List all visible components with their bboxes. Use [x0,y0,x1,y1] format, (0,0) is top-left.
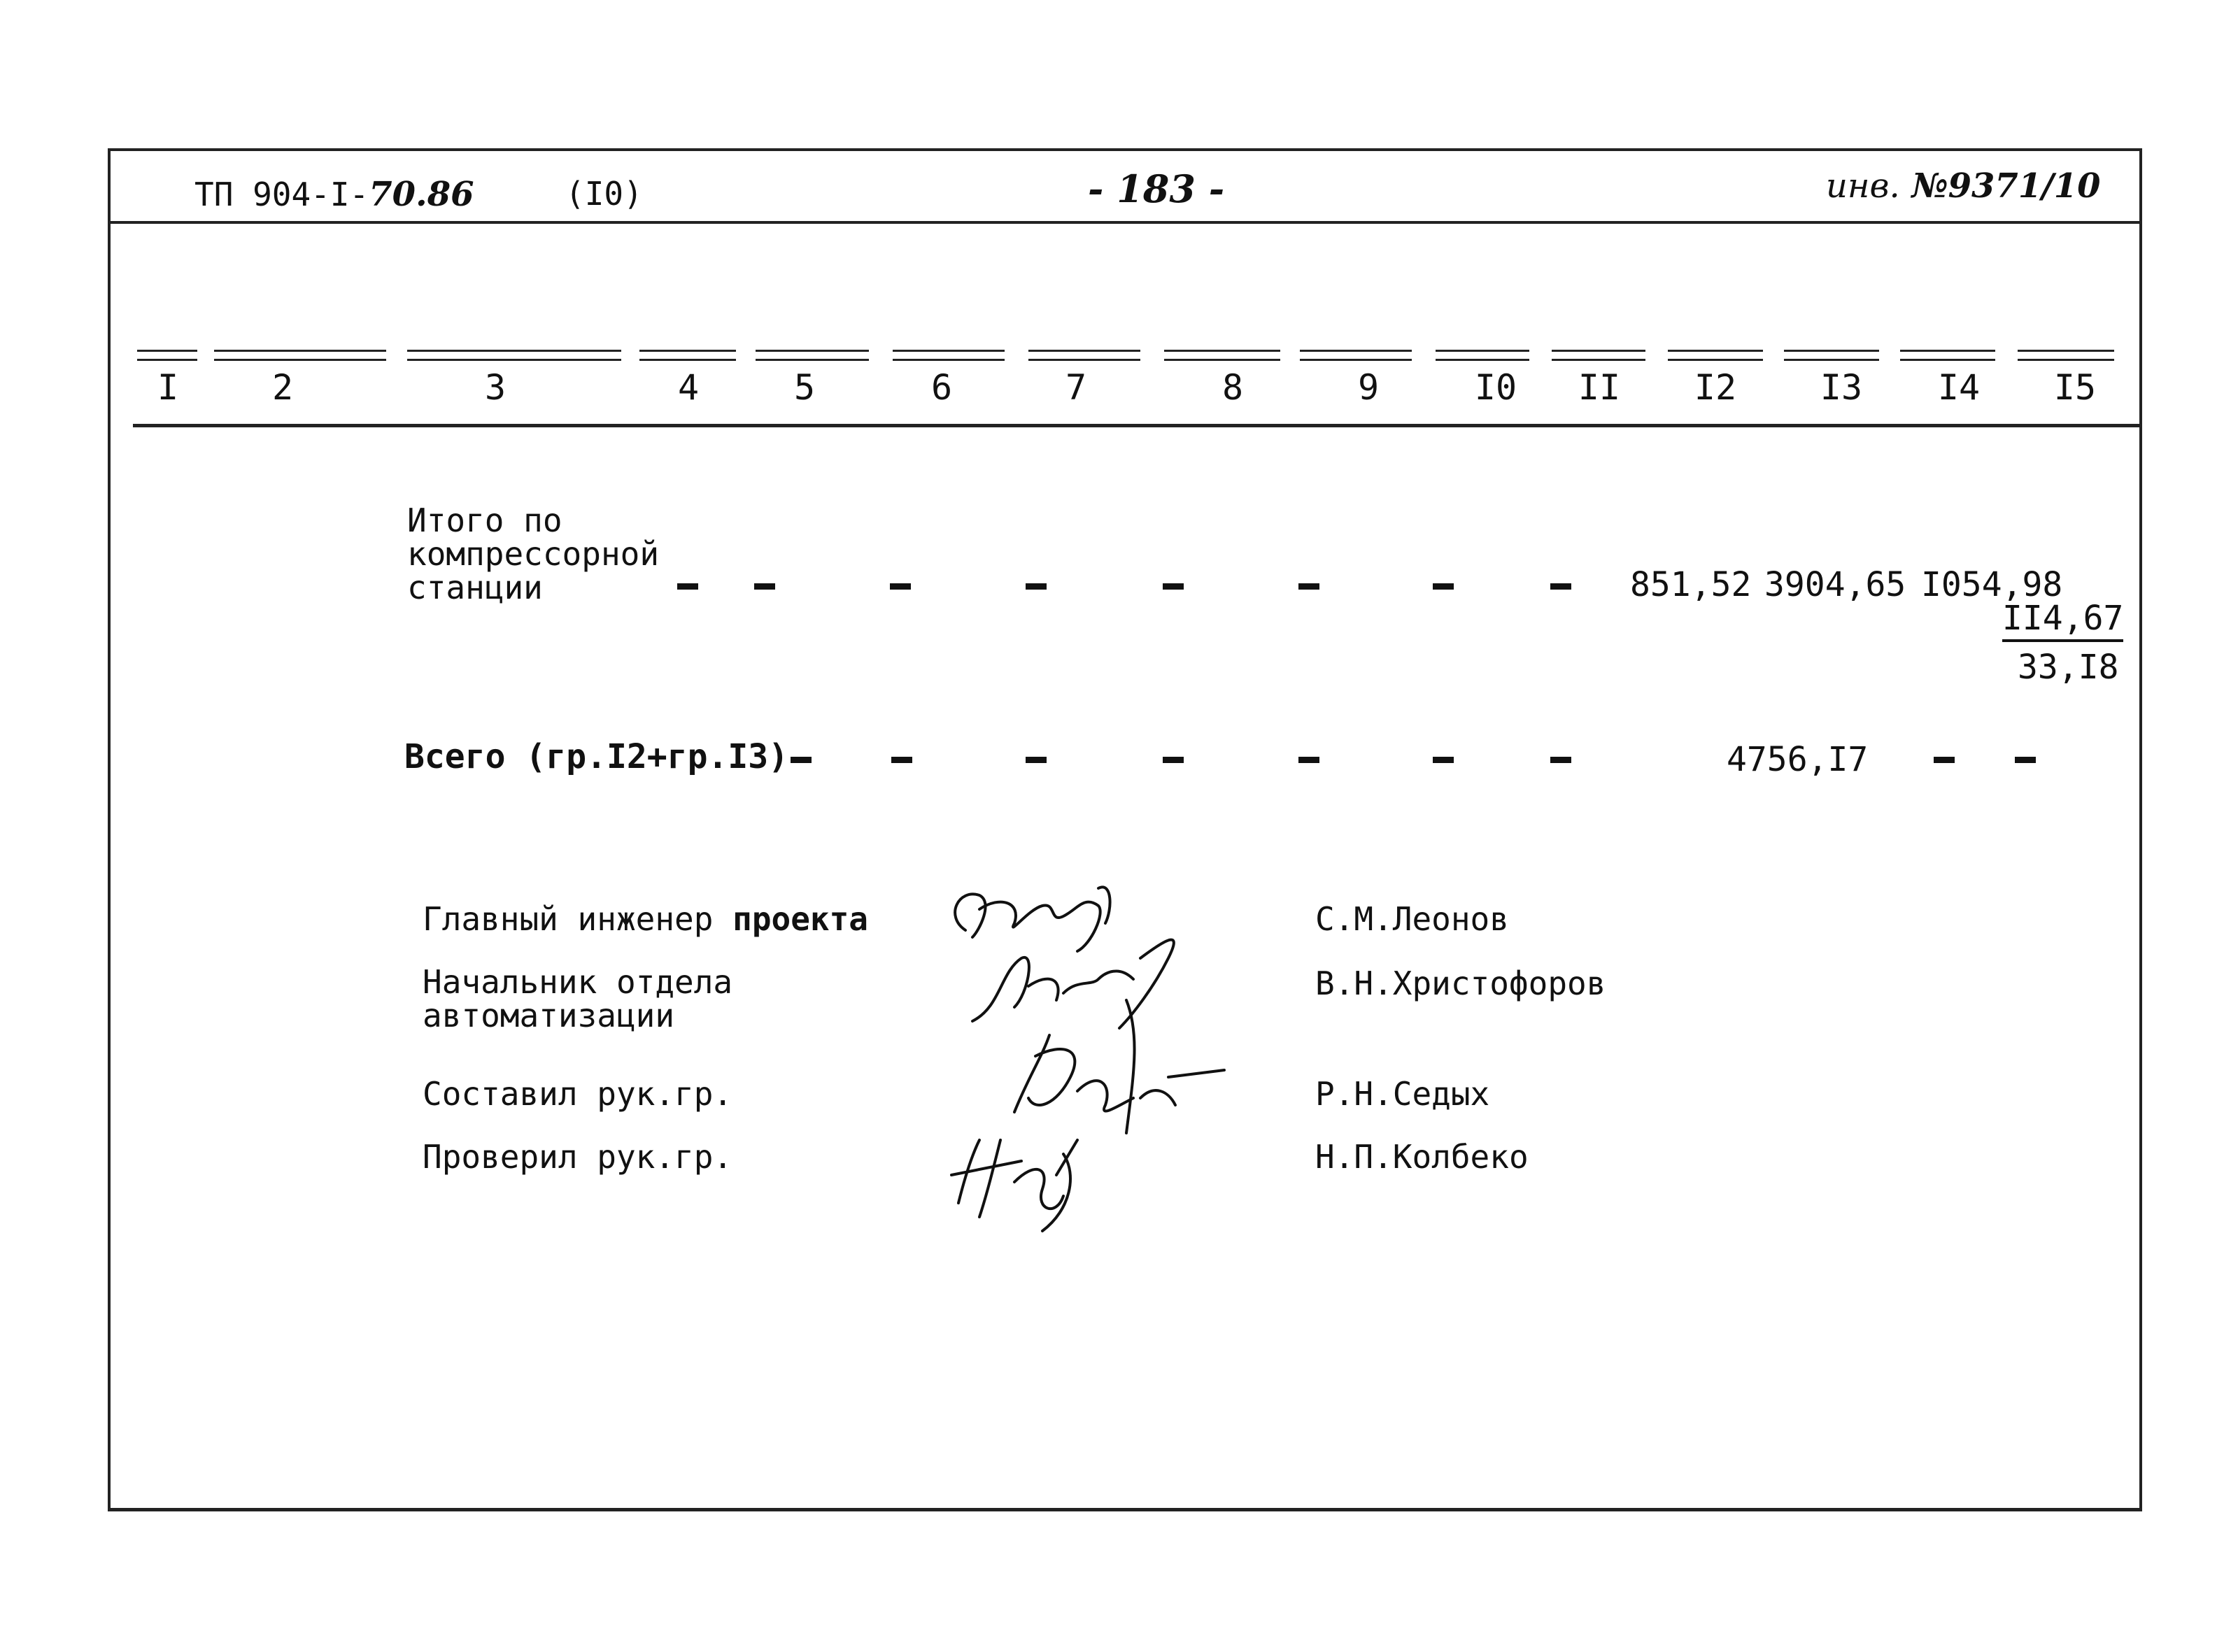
empty-cell-dash [891,757,912,763]
signature-role-line: Главный инженер [423,900,714,938]
total-col12-value: 851,52 [1630,565,1752,604]
empty-cell-dash [1163,757,1184,763]
col-rule-13 [1784,350,1879,361]
empty-cell-dash [2015,757,2036,763]
grand-total-label: Всего (гр.I2+гр.I3) [404,737,789,776]
grand-total-value: 4756,I7 [1727,740,1869,779]
empty-cell-dash [1298,757,1319,763]
sheet-group: (I0) [565,175,643,213]
column-number: II [1578,367,1621,408]
column-number: 3 [484,367,507,408]
signature-role-line: Составил рук.гр. [423,1075,733,1113]
header-rule [108,221,2139,224]
column-header-rule [133,424,2139,427]
inventory-value: №9371 [1911,166,2042,206]
page-number: - 183 - [1088,166,1225,211]
doc-code-handwritten: 70.86 [369,175,474,214]
signature-role [423,965,732,1032]
total-row-label [407,501,660,606]
signature-role-line: проекта [732,900,868,938]
total-label-line: Итого по [407,501,562,539]
empty-cell-dash [1934,757,1955,763]
col-rule-9 [1300,350,1412,361]
total-label-line: компрессорной [407,535,660,573]
empty-cell-dash [1550,757,1571,763]
signature-role [423,902,868,936]
empty-cell-dash [1433,757,1454,763]
column-number: 8 [1221,367,1244,408]
col-rule-5 [756,350,869,361]
col-rule-6 [893,350,1005,361]
total-col14-value: I054,98 [1921,565,2063,604]
column-number: 6 [930,367,953,408]
column-number: 2 [271,367,294,408]
col-rule-3 [407,350,621,361]
col-rule-1 [137,350,197,361]
column-number: I5 [2053,367,2097,408]
column-number: I2 [1694,367,1737,408]
empty-cell-dash [1026,757,1047,763]
signature-role [423,1077,732,1111]
page-number-value: 183 [1117,166,1196,211]
signature-name: Р.Н.Седых [1315,1075,1490,1113]
col-rule-8 [1164,350,1280,361]
col-rule-10 [1436,350,1529,361]
column-number: I0 [1474,367,1517,408]
empty-cell-dash [890,583,911,590]
total-label-line: станции [407,569,543,606]
empty-cell-dash [677,583,698,590]
signature-name: Н.П.Колбеко [1315,1138,1529,1176]
doc-code [194,175,474,214]
col-rule-7 [1028,350,1140,361]
col-rule-12 [1668,350,1763,361]
col-rule-4 [639,350,736,361]
col-rule-15 [2018,350,2114,361]
doc-code-print: ТП 904-I- [194,176,369,213]
total-col15-top: II4,67 [2002,599,2123,642]
inventory-label: инв. [1826,166,1900,206]
inventory-suffix: 10 [2053,166,2101,206]
column-number: I [157,367,179,408]
signature-name: В.Н.Христофоров [1315,964,1606,1002]
signature-role [423,1140,732,1174]
empty-cell-dash [1026,583,1047,590]
column-number: I4 [1937,367,1981,408]
empty-cell-dash [1163,583,1184,590]
signature-role-line: Проверил рук.гр. [423,1138,733,1176]
empty-cell-dash [1298,583,1319,590]
inventory-number: инв. №9371/10 [1826,166,2101,206]
empty-cell-dash [791,757,812,763]
empty-cell-dash [1550,583,1571,590]
empty-cell-dash [1433,583,1454,590]
signature-name: С.М.Леонов [1315,900,1509,938]
col-rule-11 [1552,350,1645,361]
signature-scribble-4 [937,1112,1119,1238]
empty-cell-dash [754,583,775,590]
total-col15-bottom: 33,I8 [2018,648,2119,687]
total-col13-value: 3904,65 [1764,565,1906,604]
column-number: 4 [677,367,700,408]
signature-role-line: автоматизации [423,997,675,1034]
column-number: 5 [793,367,816,408]
column-number: I3 [1820,367,1863,408]
column-number: 9 [1357,367,1380,408]
signature-role-line: Начальник отдела [423,963,733,1001]
col-rule-2 [214,350,386,361]
column-number: 7 [1065,367,1087,408]
col-rule-14 [1900,350,1995,361]
